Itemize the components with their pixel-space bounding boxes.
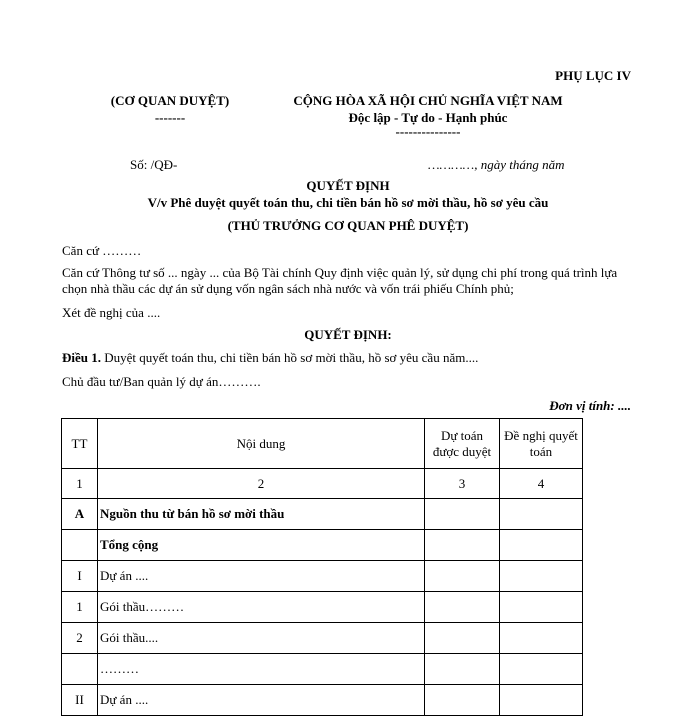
col-number: 1 xyxy=(62,469,98,499)
col-number: 3 xyxy=(425,469,500,499)
article-1-label: Điều 1. xyxy=(62,350,101,365)
header-content: Nội dung xyxy=(98,419,425,469)
row-estimate-cell xyxy=(425,623,500,654)
agency-divider: ------- xyxy=(154,110,186,125)
investor-line: Chủ đầu tư/Ban quản lý dự án………. xyxy=(62,374,261,389)
legal-basis-2: Căn cứ Thông tư số ... ngày ... của Bộ Tài chính Quy định việc quản lý, sử dụng chi phí trong quá trình lựa chọn nhà thầu các dự án sử dụng vốn ngân sách nhà nước và vốn trái phiếu Chính phủ; xyxy=(62,265,618,296)
table-row xyxy=(62,654,583,685)
row-proposal-cell xyxy=(500,623,583,654)
appendix-label: PHỤ LỤC IV xyxy=(555,68,631,83)
row-tt-cell: A xyxy=(62,499,98,530)
national-motto: Độc lập - Tự do - Hạnh phúc xyxy=(348,110,508,125)
unit-label: Đơn vị tính: .... xyxy=(549,398,631,413)
row-content-cell: Gói thầu……… xyxy=(98,592,425,623)
proposal-line: Xét đề nghị của .... xyxy=(62,305,161,320)
row-content-cell: ……… xyxy=(98,654,425,685)
row-content-cell: Dự án .... xyxy=(98,685,425,716)
row-tt-cell xyxy=(62,654,98,685)
table-row xyxy=(62,499,583,530)
row-tt-cell: 1 xyxy=(62,592,98,623)
header-estimate: Dự toán được duyệt xyxy=(425,419,500,469)
row-tt-cell xyxy=(62,530,98,561)
document-subject: V/v Phê duyệt quyết toán thu, chi tiền bán hồ sơ mời thầu, hồ sơ yêu cầu xyxy=(147,195,549,210)
article-1 xyxy=(62,350,478,366)
table-row xyxy=(62,623,583,654)
table-row xyxy=(62,592,583,623)
row-proposal-cell xyxy=(500,592,583,623)
header-proposal: Đề nghị quyết toán xyxy=(500,419,583,469)
decides-heading: QUYẾT ĐỊNH: xyxy=(304,327,392,342)
table-header-row xyxy=(62,419,583,469)
row-tt-cell: 2 xyxy=(62,623,98,654)
row-content-cell: Gói thầu.... xyxy=(98,623,425,654)
row-content-cell: Tổng cộng xyxy=(98,530,425,561)
row-estimate-cell xyxy=(425,592,500,623)
row-estimate-cell xyxy=(425,685,500,716)
settlement-table xyxy=(61,418,583,716)
article-1-text: Duyệt quyết toán thu, chi tiền bán hồ sơ mời thầu, hồ sơ yêu cầu năm.... xyxy=(101,350,479,365)
legal-basis-1: Căn cứ ……… xyxy=(62,243,142,258)
header-tt: TT xyxy=(62,419,98,469)
decision-number: Số: /QĐ- xyxy=(130,157,178,172)
column-number-row xyxy=(62,469,583,499)
place-date: …………, ngày tháng năm xyxy=(428,157,565,172)
row-tt-cell: II xyxy=(62,685,98,716)
row-estimate-cell xyxy=(425,530,500,561)
row-estimate-cell xyxy=(425,654,500,685)
row-proposal-cell xyxy=(500,561,583,592)
row-proposal-cell xyxy=(500,654,583,685)
document-heading: QUYẾT ĐỊNH xyxy=(306,178,390,193)
row-proposal-cell xyxy=(500,499,583,530)
approving-agency: (CƠ QUAN DUYỆT) xyxy=(110,93,230,108)
col-number: 4 xyxy=(500,469,583,499)
row-estimate-cell xyxy=(425,561,500,592)
row-content-cell: Dự án .... xyxy=(98,561,425,592)
approving-authority: (THỦ TRƯỞNG CƠ QUAN PHÊ DUYỆT) xyxy=(227,218,469,233)
row-estimate-cell xyxy=(425,499,500,530)
motto-divider: --------------- xyxy=(395,124,461,139)
table-row xyxy=(62,561,583,592)
national-title: CỘNG HÒA XÃ HỘI CHỦ NGHĨA VIỆT NAM xyxy=(293,93,563,108)
row-tt-cell: I xyxy=(62,561,98,592)
table-row xyxy=(62,530,583,561)
row-proposal-cell xyxy=(500,685,583,716)
row-content-cell: Nguồn thu từ bán hồ sơ mời thầu xyxy=(98,499,425,530)
row-proposal-cell xyxy=(500,530,583,561)
col-number: 2 xyxy=(98,469,425,499)
table-row xyxy=(62,685,583,716)
